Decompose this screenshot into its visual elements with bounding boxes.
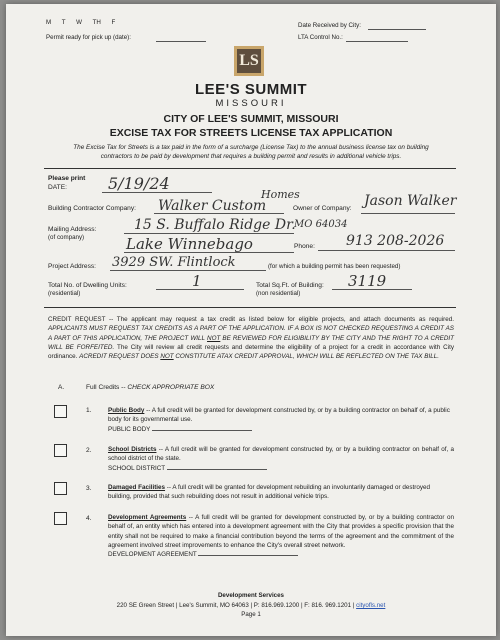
logo-mark: LS xyxy=(237,49,261,73)
intro-text: The Excise Tax for Streets is a tax paid in the form of a surcharge (License Tax) to the annual business license tax on building contractors to be paid by development that requires a building permit and results in additional vehicle trips. xyxy=(73,144,429,160)
date-label: DATE: xyxy=(48,184,67,191)
footer-page: Page 1 xyxy=(241,611,261,618)
footer-dept: Development Services xyxy=(217,592,285,599)
item-school-districts: School Districts -- A full credit will be granted for development constructed by, or by a building contractor on behalf of, a school district of the state. SCHOOL DISTRICT xyxy=(108,446,454,472)
checkbox-damaged-facilities[interactable] xyxy=(54,482,67,495)
owner-value: Jason Walker xyxy=(364,193,457,209)
dwelling-label: Total No. of Dwelling Units: (residential) xyxy=(48,282,127,297)
phone-field[interactable] xyxy=(318,250,455,251)
footer-address: 220 SE Green Street | Lee's Summit, MO 64063 | P: 816.969.1200 | F: 816. 969.1201 | cityofls.net xyxy=(116,602,386,609)
phone-value: 913 208-2026 xyxy=(346,233,445,249)
pickup-label: Permit ready for pick up (date): xyxy=(46,34,131,41)
divider xyxy=(44,307,456,308)
checkbox-development-agreements[interactable] xyxy=(54,512,67,525)
pickup-date-line[interactable] xyxy=(156,41,206,42)
phone-label: Phone: xyxy=(294,243,315,250)
project-address-value: 3929 SW. Flintlock xyxy=(112,255,236,270)
divider xyxy=(44,168,456,169)
state-name: MISSOURI xyxy=(215,98,287,109)
public-body-line[interactable] xyxy=(152,430,252,431)
control-label: LTA Control No.: xyxy=(298,34,343,41)
title-city: CITY OF LEE'S SUMMIT, MISSOURI xyxy=(163,113,339,125)
item-damaged-facilities: Damaged Facilities -- A full credit will be granted for development rebuilding an involuntarily damaged or destroyed building, provided that such rebuilding does not result in additional vehicle trips. xyxy=(108,484,431,501)
school-district-line[interactable] xyxy=(167,469,267,470)
section-a-title: Full Credits -- CHECK APPROPRIATE BOX xyxy=(86,384,215,391)
item-4-number: 4. xyxy=(86,515,92,522)
item-2-number: 2. xyxy=(86,447,92,454)
contractor-label: Building Contractor Company: xyxy=(48,205,136,212)
city-name: LEE'S SUMMIT xyxy=(194,81,308,98)
dwelling-value: 1 xyxy=(192,272,202,290)
item-development-agreements: Development Agreements -- A full credit will be granted for development constructed by, or by a building contractor on behalf of, an entity which has entered into a development agreement with the City that provides a specific provision that the entity shall not be required to make a financial contribution beyond the terms of the agreement and the commitment of the agreement involved street improvements to enhance the City's overall street network. DEVELOPMENT AGREEMENT xyxy=(108,514,455,559)
project-address-note: (for which a building permit has been requested) xyxy=(268,263,401,270)
form-page xyxy=(6,4,496,636)
mailing-label: Mailing Address: (of company) xyxy=(48,226,97,241)
credit-request-text: CREDIT REQUEST -- The applicant may request a tax credit as listed below for eligible projects, and attach documents as required. APPLICANTS MUST REQUEST TAX CREDITS AS A PART OF THE APPLICATION. IF A BOX IS NOT CHECKED REQUESTING A CREDIT AS A PART OF THIS APPLICATION, THE PROJECT WILL NOT BE REVIEWED FOR ELIGIBILITY BY THE CITY AND THE RIGHT TO A CREDIT WILL BE FORFEITED. The City will review all credit requests and determine the eligibility of a project for a credit in accordance with City ordinance. ACREDIT REQUEST DOES NOT CONSTITUTE ATAX CREDIT APPROVAL, WHICH WILL BE REFLECTED ON THE TAX BILL. xyxy=(48,316,454,361)
section-a-letter: A. xyxy=(58,384,65,391)
owner-field[interactable] xyxy=(361,213,455,214)
date-value: 5/19/24 xyxy=(108,174,170,193)
received-line[interactable] xyxy=(368,29,426,30)
footer-website-link[interactable]: cityofls.net xyxy=(356,602,386,609)
owner-label: Owner of Company: xyxy=(293,205,352,212)
mailing-line1: 15 S. Buffalo Ridge Dr. xyxy=(134,217,296,233)
received-label: Date Received by City: xyxy=(298,22,361,29)
item-public-body: Public Body -- A full credit will be granted for development constructed by, or by a building contractor on behalf of, a public body for its governmental use. PUBLIC BODY xyxy=(108,407,450,433)
contractor-value-extra: Homes xyxy=(261,188,300,201)
mailing-state-zip: MO 64034 xyxy=(294,219,348,230)
pickup-weekdays: M T W TH F xyxy=(46,19,116,26)
development-agreement-line[interactable] xyxy=(198,555,298,556)
title-form: EXCISE TAX FOR STREETS LICENSE TAX APPLICATION xyxy=(109,127,393,139)
sqft-label: Total Sq.Ft. of Building: (non residential) xyxy=(256,282,324,297)
item-3-number: 3. xyxy=(86,485,92,492)
sqft-value: 3119 xyxy=(348,272,387,290)
checkbox-school-districts[interactable] xyxy=(54,444,67,457)
please-print: Please print xyxy=(48,175,86,182)
contractor-value: Walker Custom xyxy=(158,198,267,214)
mailing-line2: Lake Winnebago xyxy=(126,235,253,253)
mailing-field[interactable] xyxy=(124,233,294,234)
item-1-number: 1. xyxy=(86,407,92,414)
project-address-field[interactable] xyxy=(110,270,266,271)
checkbox-public-body[interactable] xyxy=(54,405,67,418)
project-address-label: Project Address: xyxy=(48,263,97,270)
control-line[interactable] xyxy=(346,41,408,42)
lees-summit-logo xyxy=(234,46,264,76)
